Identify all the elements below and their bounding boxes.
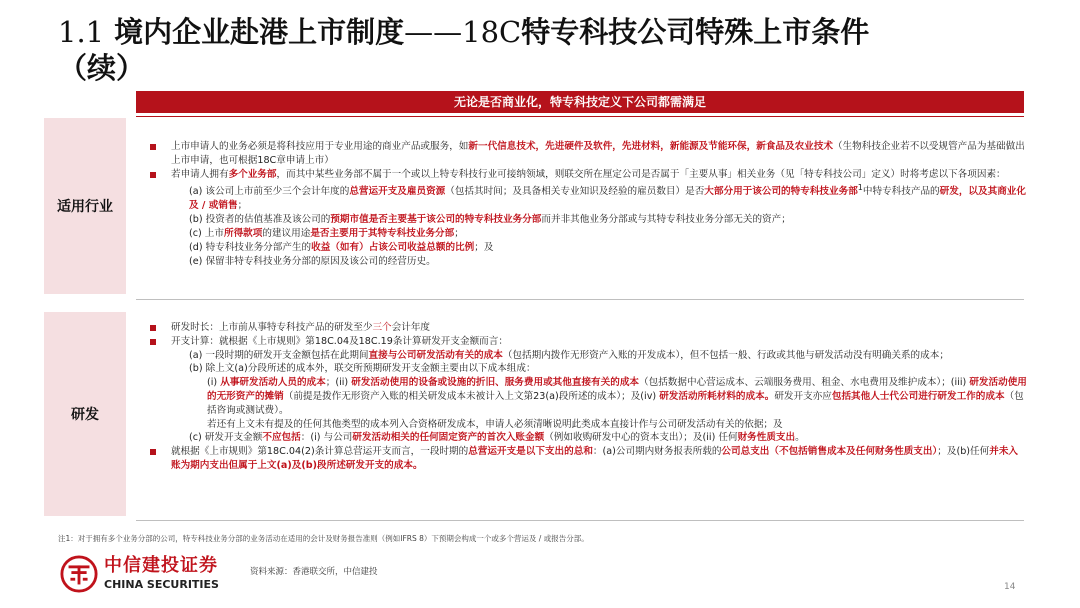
industry-item-c: (c) 上市所得款项的建议用途是否主要用于其特专科技业务分部； <box>189 227 464 239</box>
rnd-item-c: (c) 研发开支金额不应包括：(i) 与公司研发活动相关的任何固定资产的首次入账金额（例如收购研发中心的资本支出）；及(ii) 任何财务性质支出。 <box>189 432 805 444</box>
rnd-item-b: (b) 除上文(a)分段所述的成本外，联交所预期研发开支金额主要由以下成本组成： <box>189 363 536 375</box>
industry-item-e: (e) 保留非特专科技业务分部的原因及该公司的经营历史。 <box>189 255 436 267</box>
rnd-item-a: (a) 一段时期的研发开支金额包括在此期间直接与公司研发活动有关的成本（包括期内拨作无形资产入账的开发成本），但不包括一般、行政或其他与研发活动没有明确关系的成本； <box>189 349 949 361</box>
title-text-c: 特专科技公司特殊上市条件 <box>521 15 870 49</box>
page-number: 14 <box>1004 582 1016 592</box>
industry-item-d: (d) 特专科技业务分部产生的收益（如有）占该公司收益总额的比例；及 <box>189 241 494 253</box>
section-divider <box>136 299 1024 300</box>
rnd-item-b-extra: 若还有上文未有提及的任何其他类型的成本列入合资格研发成本，申请人必须清晰说明此类成本直接计作与公司研发活动有关的依据；及 <box>207 418 783 430</box>
title-text-d: （续） <box>58 51 146 85</box>
bullet-industry-1: 上市申请人的业务必须是将科技应用于专业用途的商业产品或服务，如新一代信息技术，先进硬件及软件，先进材料，新能源及节能环保，新食品及农业技术（生物科技企业若不以受规管产品为基础做出上市申请，也可根据18C章申请上市） <box>147 140 1027 168</box>
title-text-b: 18C <box>462 15 522 49</box>
banner-divider <box>136 116 1024 117</box>
rnd-content <box>147 321 1027 473</box>
section-number: 1.1 <box>58 15 105 49</box>
bullet-rnd-2: 开支计算：就根据《上市规则》第18C.04及18C.19条计算研发开支金额而言： <box>147 335 1027 349</box>
row-label-industry: 适用行业 <box>44 118 126 294</box>
industry-item-b: (b) 投资者的估值基准及该公司的预期市值是否主要基于该公司的特专科技业务分部而并非其他业务分部或与其特专科技业务分部无关的资产； <box>189 214 791 226</box>
row-label-rnd: 研发 <box>44 312 126 516</box>
industry-content <box>147 140 1027 268</box>
title-dash: —— <box>404 15 463 49</box>
title-text-a: 境内企业赴港上市制度 <box>114 15 405 49</box>
bullet-rnd-1: 研发时长：上市前从事特专科技产品的研发至少三个会计年度 <box>147 321 1027 335</box>
rnd-item-b-sub: (i) 从事研发活动人员的成本；(ii) 研发活动使用的设备或设施的折旧、服务费用或其他直接有关的成本（包括数据中心营运成本、云端服务费用、租金、水电费用及维护成本）；(iii) 研发活动使用的无形资产的摊销（前提是拨作无形资产入账的相关研发成本未被计入上文第23(a)段所述的成本）；及(iv) 研发活动所耗材料的成本。研发开支亦应包括其他人士代公司进行研发工作的成本（包括咨询或测试费）。 <box>207 377 1027 416</box>
page-title <box>58 14 1058 86</box>
section-divider-bottom <box>136 520 1024 521</box>
company-logo <box>60 555 235 597</box>
logo-english: CHINA SECURITIES <box>104 578 219 591</box>
footnote: 注1：对于拥有多个业务分部的公司，特专科技业务分部的业务活动在适用的会计及财务报告准则（例如IFRS 8）下预期会构成一个或多个营运及 / 或报告分部。 <box>58 534 589 543</box>
source-note: 资料来源：香港联交所，中信建投 <box>250 567 378 577</box>
logo-chinese: 中信建投证券 <box>104 555 218 576</box>
industry-item-a: (a) 该公司上市前至少三个会计年度的总营运开支及雇员资源（包括其时间；及具备相关专业知识及经验的雇员数目）是否大部分用于该公司的特专科技业务部$^1$中特专科技产品的研发，以及其商业化及 / 或销售； <box>189 183 1026 212</box>
banner: 无论是否商业化，特专科技定义下公司都需满足 <box>136 91 1024 113</box>
citic-logo-icon <box>60 555 98 593</box>
bullet-rnd-3: 就根据《上市规则》第18C.04(2)条计算总营运开支而言，一段时期的总营运开支是以下支出的总和：(a)公司期内财务报表所载的公司总支出（不包括销售成本及任何财务性质支出）；及(b)任何并未入账为期内支出但属于上文(a)及(b)段所述研发开支的成本。 <box>147 445 1027 473</box>
bullet-industry-2: 若申请人拥有多个业务部，而其中某些业务部不属于一个或以上特专科技行业可接纳领域，则联交所在厘定公司是否属于「主要从事」相关业务（见「特专科技公司」定义）时将考虑以下各项因素： <box>147 168 1027 182</box>
